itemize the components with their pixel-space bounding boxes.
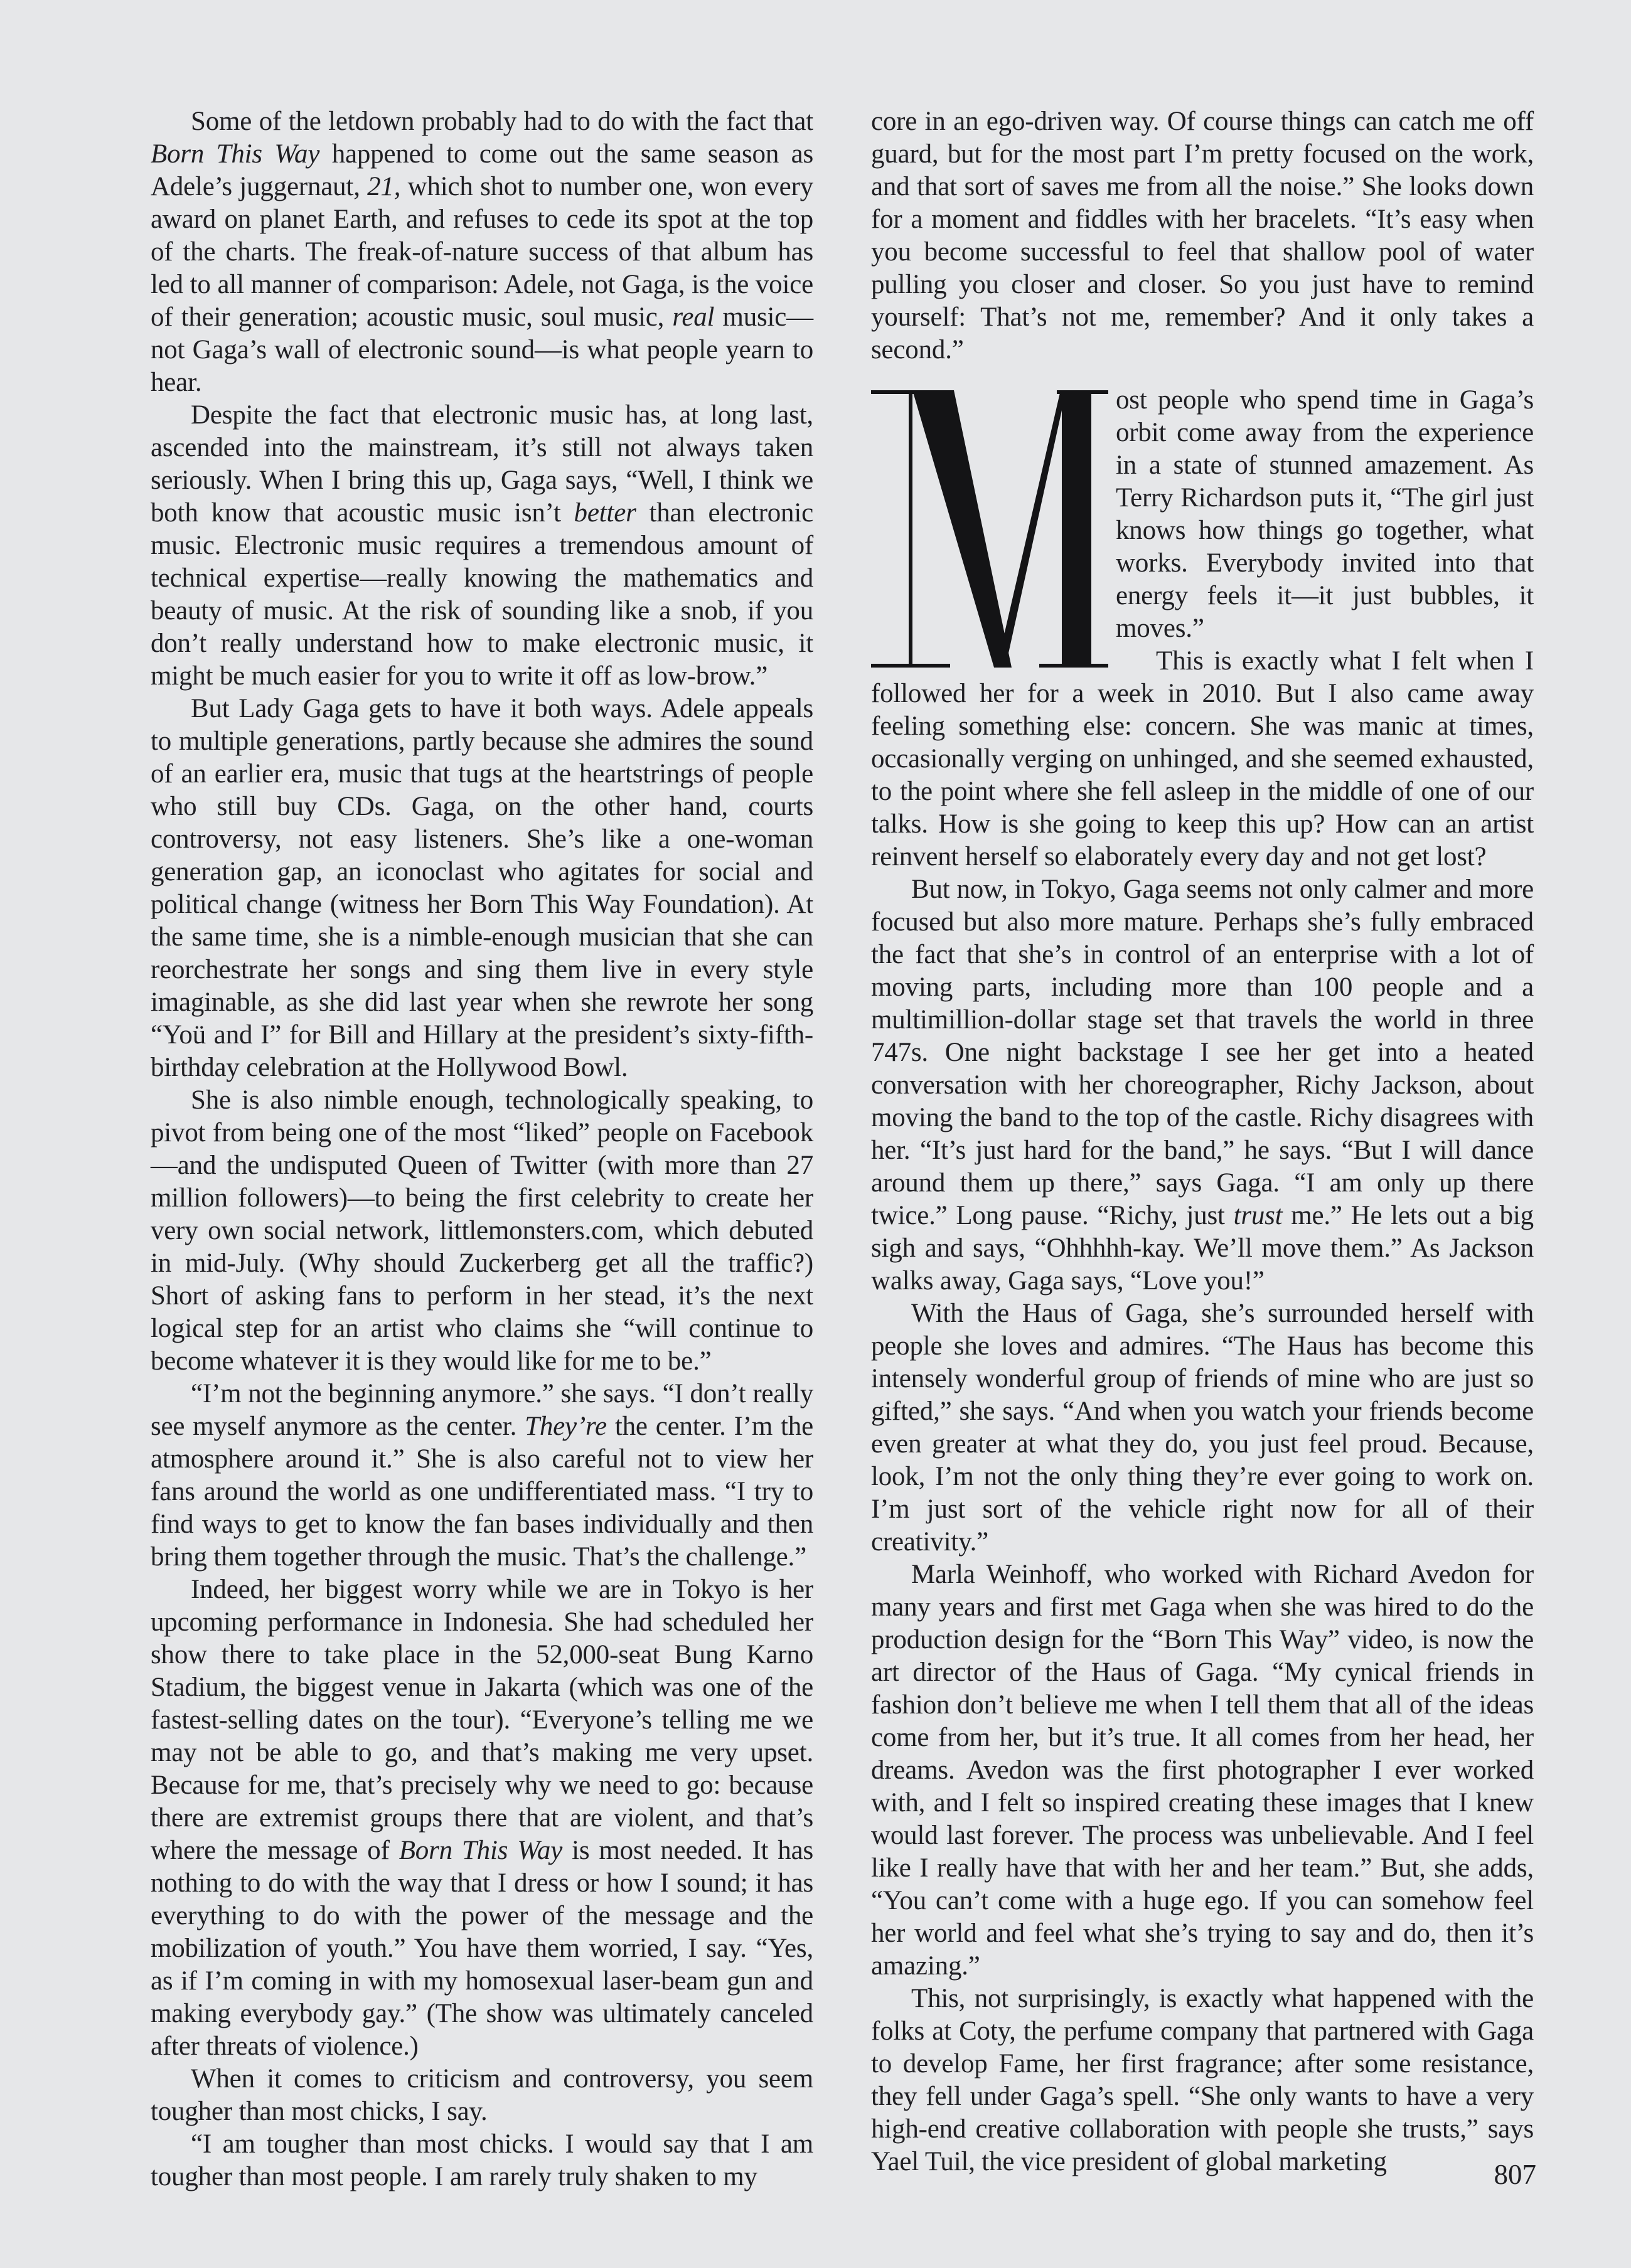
paragraph — [871, 105, 1534, 366]
text-run: the center. I’m the atmosphere around it.” She is also careful not to view her fans around the world as one undifferentiated mass. “I try to find ways to get to know the fan bases individually and then bring them together through the music. That’s the challenge.” — [151, 1412, 813, 1572]
paragraph — [151, 1378, 813, 1573]
text-run: This is exactly what I felt when I followed her for a week in 2010. But I also came away feeling something else: concern. She was manic at times, occasionally verging on unhinged, and she seemed exhausted, to the point where she fell asleep in the middle of one of our talks. How is she going to keep this up? How can an artist reinvent herself so elaborately every day and not get lost? — [871, 646, 1534, 871]
paragraph — [871, 645, 1534, 873]
italic-text-run: Born This Way — [151, 139, 320, 169]
text-run: happened to come out the same season as Adele’s juggernaut, — [151, 139, 813, 201]
italic-text-run: real — [672, 302, 715, 332]
text-run: Marla Weinhoff, who worked with Richard Avedon for many years and first met Gaga when she was hired to do the production design for the “Born This Way” video, is now the art director of the Haus of Gaga. “My cynical friends in fashion don’t believe me when I tell them that all of the ideas come from her, but it’s true. It all comes from her head, her dreams. Avedon was the first photographer I ever worked with, and I felt so inspired creating these images that I knew would last forever. The process was unbelievable. And I feel like I really have that with her and her team.” But, she adds, “You can’t come with a huge ego. If you can somehow feel her world and feel what she’s trying to say and do, then it’s amazing.” — [871, 1560, 1534, 1981]
paragraph — [871, 384, 1534, 645]
paragraph — [151, 399, 813, 693]
paragraph — [871, 1983, 1534, 2178]
paragraph — [151, 693, 813, 1084]
text-run: than electronic music. Electronic music requires a tremendous amount of technical expertise—really knowing the mathematics and beauty of music. At the risk of sounding like a snob, if you don’t really understand how to make electronic music, it might be much easier for you to write it off as low-brow.” — [151, 498, 813, 691]
text-run: With the Haus of Gaga, she’s surrounded herself with people she loves and admires. “The Haus has become this intensely wonderful group of friends of mine who are just so gifted,” she says. “And when you watch your friends become even greater at what they do, you just feel proud. Because, look, I’m not the only thing they’re ever going to work on. I’m just sort of the vehicle right now for all of their creativity.” — [871, 1299, 1534, 1557]
text-run: is most needed. It has nothing to do with the way that I dress or how I sound; it has everything to do with the power of the message and the mobilization of youth.” You have them worried, I say. “Yes, as if I’m coming in with my homosexual laser-beam gun and making everybody gay.” (The show was ultimately canceled after threats of violence.) — [151, 1836, 813, 2061]
paragraph — [871, 1297, 1534, 1558]
text-run: “I am tougher than most chicks. I would say that I am tougher than most people. I am rarely truly shaken to my — [151, 2129, 813, 2191]
right-text-column — [871, 105, 1534, 2178]
page-number: 807 — [1494, 2159, 1536, 2190]
text-run: But now, in Tokyo, Gaga seems not only calmer and more focused but also more mature. Perhaps she’s fully embraced the fact that she’s in control of an enterprise with a lot of moving parts, including more than 100 people and a multimillion-dollar stage set that travels the world in three 747s. One night backstage I see her get into a heated conversation with her choreographer, Richy Jackson, about moving the band to the top of the castle. Richy disagrees with her. “It’s just hard for the band,” he says. “But I will dance around them up there,” says Gaga. “I am only up there twice.” Long pause. “Richy, just — [871, 875, 1534, 1230]
text-run: She is also nimble enough, technologically speaking, to pivot from being one of the most “liked” people on Facebook—and the undisputed Queen of Twitter (with more than 27 million followers)—to being the first celebrity to create her very own social network, littlemonsters.com, which debuted in mid-July. (Why should Zuckerberg get all the traffic?) Short of asking fans to perform in her stead, it’s the next logical step for an artist who claims she “will continue to become whatever it is they would like for me to be.” — [151, 1085, 813, 1376]
text-run: me.” He lets out a big sigh and says, “Ohhhhh-kay. We’ll move them.” As Jackson walks away, Gaga says, “Love you!” — [871, 1201, 1534, 1296]
didot-m-glyph — [871, 390, 1108, 668]
left-text-column — [151, 105, 813, 2193]
text-run: Indeed, her biggest worry while we are in Tokyo is her upcoming performance in Indonesia. She had scheduled her show there to take place in the 52,000-seat Bung Karno Stadium, the biggest venue in Jakarta (which was one of the fastest-selling dates on the tour). “Everyone’s telling me we may not be able to go, and that’s making me very upset. Because for me, that’s precisely why we need to go: because there are extremist groups there that are violent, and that’s where the message of — [151, 1575, 813, 1865]
text-run: Some of the letdown probably had to do with the fact that — [191, 107, 813, 136]
paragraph — [871, 873, 1534, 1297]
paragraph — [151, 105, 813, 399]
text-run: This, not surprisingly, is exactly what happened with the folks at Coty, the perfume company that partnered with Gaga to develop Fame, her first fragrance; after some resistance, they fell under Gaga’s spell. “She only wants to have a very high-end creative collaboration with people she trusts,” says Yael Tuil, the vice president of global marketing — [871, 1984, 1534, 2176]
paragraph — [151, 1573, 813, 2063]
text-run: which shot to number one, won every award on planet Earth, and refuses to cede its spot at the top of the charts. The freak-of-nature success of that album has led to all manner of comparison: Adele, not Gaga, is the voice of their generation; acoustic music, soul music, — [151, 172, 813, 332]
italic-text-run: They’re — [525, 1412, 607, 1441]
paragraph — [151, 2063, 813, 2128]
italic-text-run: Born This Way — [398, 1836, 563, 1865]
italic-text-run: better — [574, 498, 636, 528]
text-run: But Lady Gaga gets to have it both ways. Adele appeals to multiple generations, partly because she admires the sound of an earlier era, music that tugs at the heartstrings of people who still buy CDs. Gaga, on the other hand, courts controversy, not easy listeners. She’s like a one-woman generation gap, an iconoclast who agitates for social and political change (witness her Born This Way Foundation). At the same time, she is a nimble-enough musician that she can reorchestrate her songs and sing them live in every style imaginable, as she did last year when she rewrote her song “Yoü and I” for Bill and Hillary at the president’s sixty-fifth-birthday celebration at the Hollywood Bowl. — [151, 694, 813, 1082]
drop-cap-letter-M — [871, 390, 1108, 668]
paragraph — [151, 1084, 813, 1378]
text-run: “I’m not the beginning anymore.” she says. “I don’t really see myself anymore as the center. — [151, 1379, 813, 1441]
text-run: core in an ego-driven way. Of course things can catch me off guard, but for the most part I’m pretty focused on the work, and that sort of saves me from all the noise.” She looks down for a moment and fiddles with her bracelets. “It’s easy when you become successful to feel that shallow pool of water pulling you closer and closer. So you just have to remind yourself: That’s not me, remember? And it only takes a second.” — [871, 107, 1534, 365]
italic-text-run: 21, — [367, 172, 401, 201]
paragraph — [151, 2128, 813, 2193]
text-run: ost people who spend time in Gaga’s orbit come away from the experience in a state of stunned amazement. As Terry Richardson puts it, “The girl just knows how things go together, what works. Everybody invited into that energy feels it—it just bubbles, it moves.” — [1116, 385, 1534, 643]
paragraph — [871, 1558, 1534, 1983]
text-run: music—not Gaga’s wall of electronic sound—is what people yearn to hear. — [151, 302, 813, 397]
text-run: When it comes to criticism and controversy, you seem tougher than most chicks, I say. — [151, 2064, 813, 2126]
italic-text-run: trust — [1233, 1201, 1283, 1230]
text-run: Despite the fact that electronic music has, at long last, ascended into the mainstream, it’s still not always taken seriously. When I bring this up, Gaga says, “Well, I think we both know that acoustic music isn’t — [151, 400, 813, 528]
